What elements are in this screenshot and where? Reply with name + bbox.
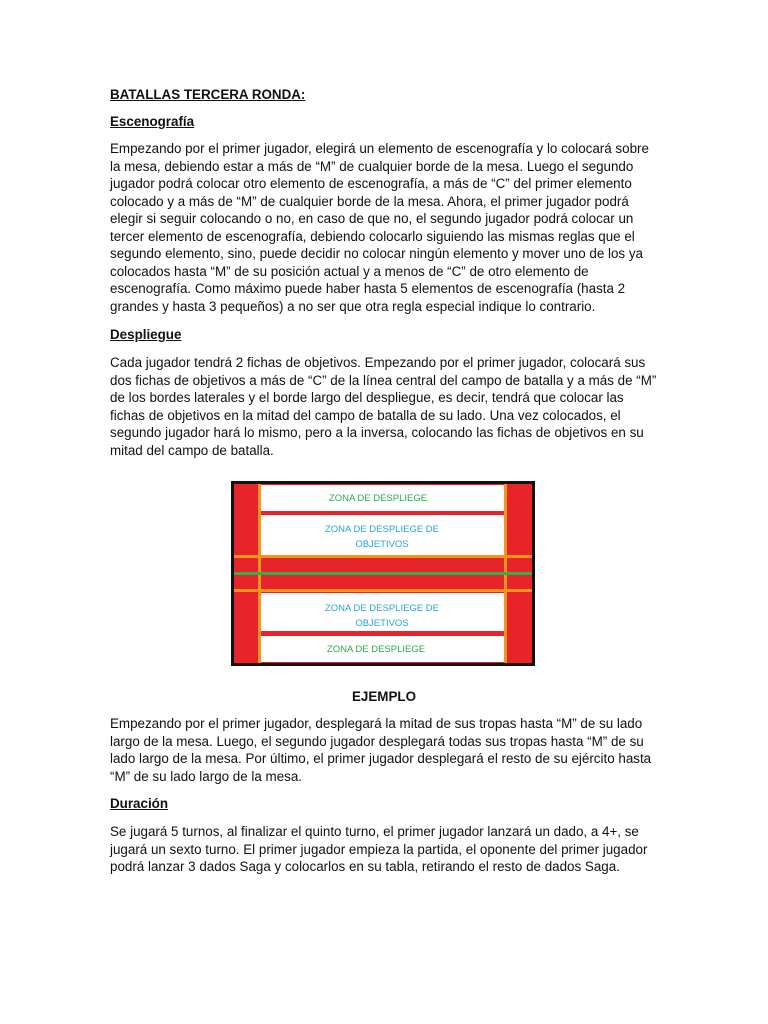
paragraph-escenografia: Empezando por el primer jugador, elegirá un elemento de escenografía y lo colocará sobre la mesa, debiendo estar a más de “M” de cualquier borde de la mesa. Luego el segundo jugador podrá colocar otro elemento de escenografía, a más de “C” del primer elemento colocado y a más de “M” de cualquier borde de la mesa. Ahora, el primer jugador podrá elegir si seguir colocando o no, en caso de que no, el segundo jugador podrá colocar un tercer elemento de escenografía, debiendo colocarlo siguiendo las mismas reglas que el segundo elemento, sino, puede decidir no colocar ningún elemento y mover uno de los ya colocados hasta “M” de su posición actual y a menos de “C” de otro elemento de escenografía. Como máximo puede haber hasta 5 elementos de escenografía (hasta 2 grandes y hasta 3 pequeños) a no ser que otra regla especial indique lo contrario. [110, 141, 649, 314]
orange-line-upper [234, 555, 532, 558]
separator-line-bottom [260, 631, 505, 635]
heading-despliegue: Despliegue [110, 327, 182, 342]
label-objectives-top-2: OBJETIVOS [355, 539, 409, 550]
label-deploy-top: ZONA DE DESPLIEGE [328, 493, 428, 504]
example-caption: EJEMPLO [352, 689, 416, 704]
heading-duracion: Duración [110, 796, 169, 811]
label-objectives-bottom-1: ZONA DE DESPLIEGE DE [324, 603, 440, 614]
paragraph-ejemplo: Empezando por el primer jugador, desplegará la mitad de sus tropas hasta “M” de su lado largo de la mesa. Luego, el segundo jugador desplegará todas sus tropas hasta “M” de su lado largo de la mesa. Por último, el primer jugador desplegará el resto de su ejército hasta “M” de su lado largo de la mesa. [110, 716, 652, 784]
separator-line-top [260, 511, 505, 515]
deployment-diagram [231, 481, 535, 666]
label-deploy-bottom: ZONA DE DESPLIEGE [326, 644, 426, 655]
center-line [234, 572, 532, 575]
label-objectives-top-1: ZONA DE DESPLIEGE DE [324, 524, 440, 535]
paragraph-despliegue: Cada jugador tendrá 2 fichas de objetivos. Empezando por el primer jugador, colocará sus dos fichas de objetivos a más de “C” de la línea central del campo de batalla y a más de “M” de los bordes laterales y el borde largo del despliegue, es decir, tendrá que colocar las fichas de objetivos en la mitad del campo de batalla de su lado. Una vez colocados, el segundo jugador hará lo mismo, pero a la inversa, colocando las fichas de objetivos en su mitad del campo de batalla. [110, 355, 657, 458]
heading-escenografia: Escenografía [110, 114, 195, 129]
label-objectives-bottom-2: OBJETIVOS [355, 618, 409, 629]
orange-line-lower [234, 589, 532, 592]
paragraph-duracion: Se jugará 5 turnos, al finalizar el quinto turno, el primer jugador lanzará un dado, a 4+, se jugará un sexto turno. El primer jugador empieza la partida, el oponente del primer jugador podrá lanzar 3 dados Saga y colocarlos en su tabla, retirando el resto de dados Saga. [110, 824, 648, 874]
document-title: BATALLAS TERCERA RONDA: [110, 87, 306, 102]
deployment-diagram-svg [231, 481, 535, 666]
